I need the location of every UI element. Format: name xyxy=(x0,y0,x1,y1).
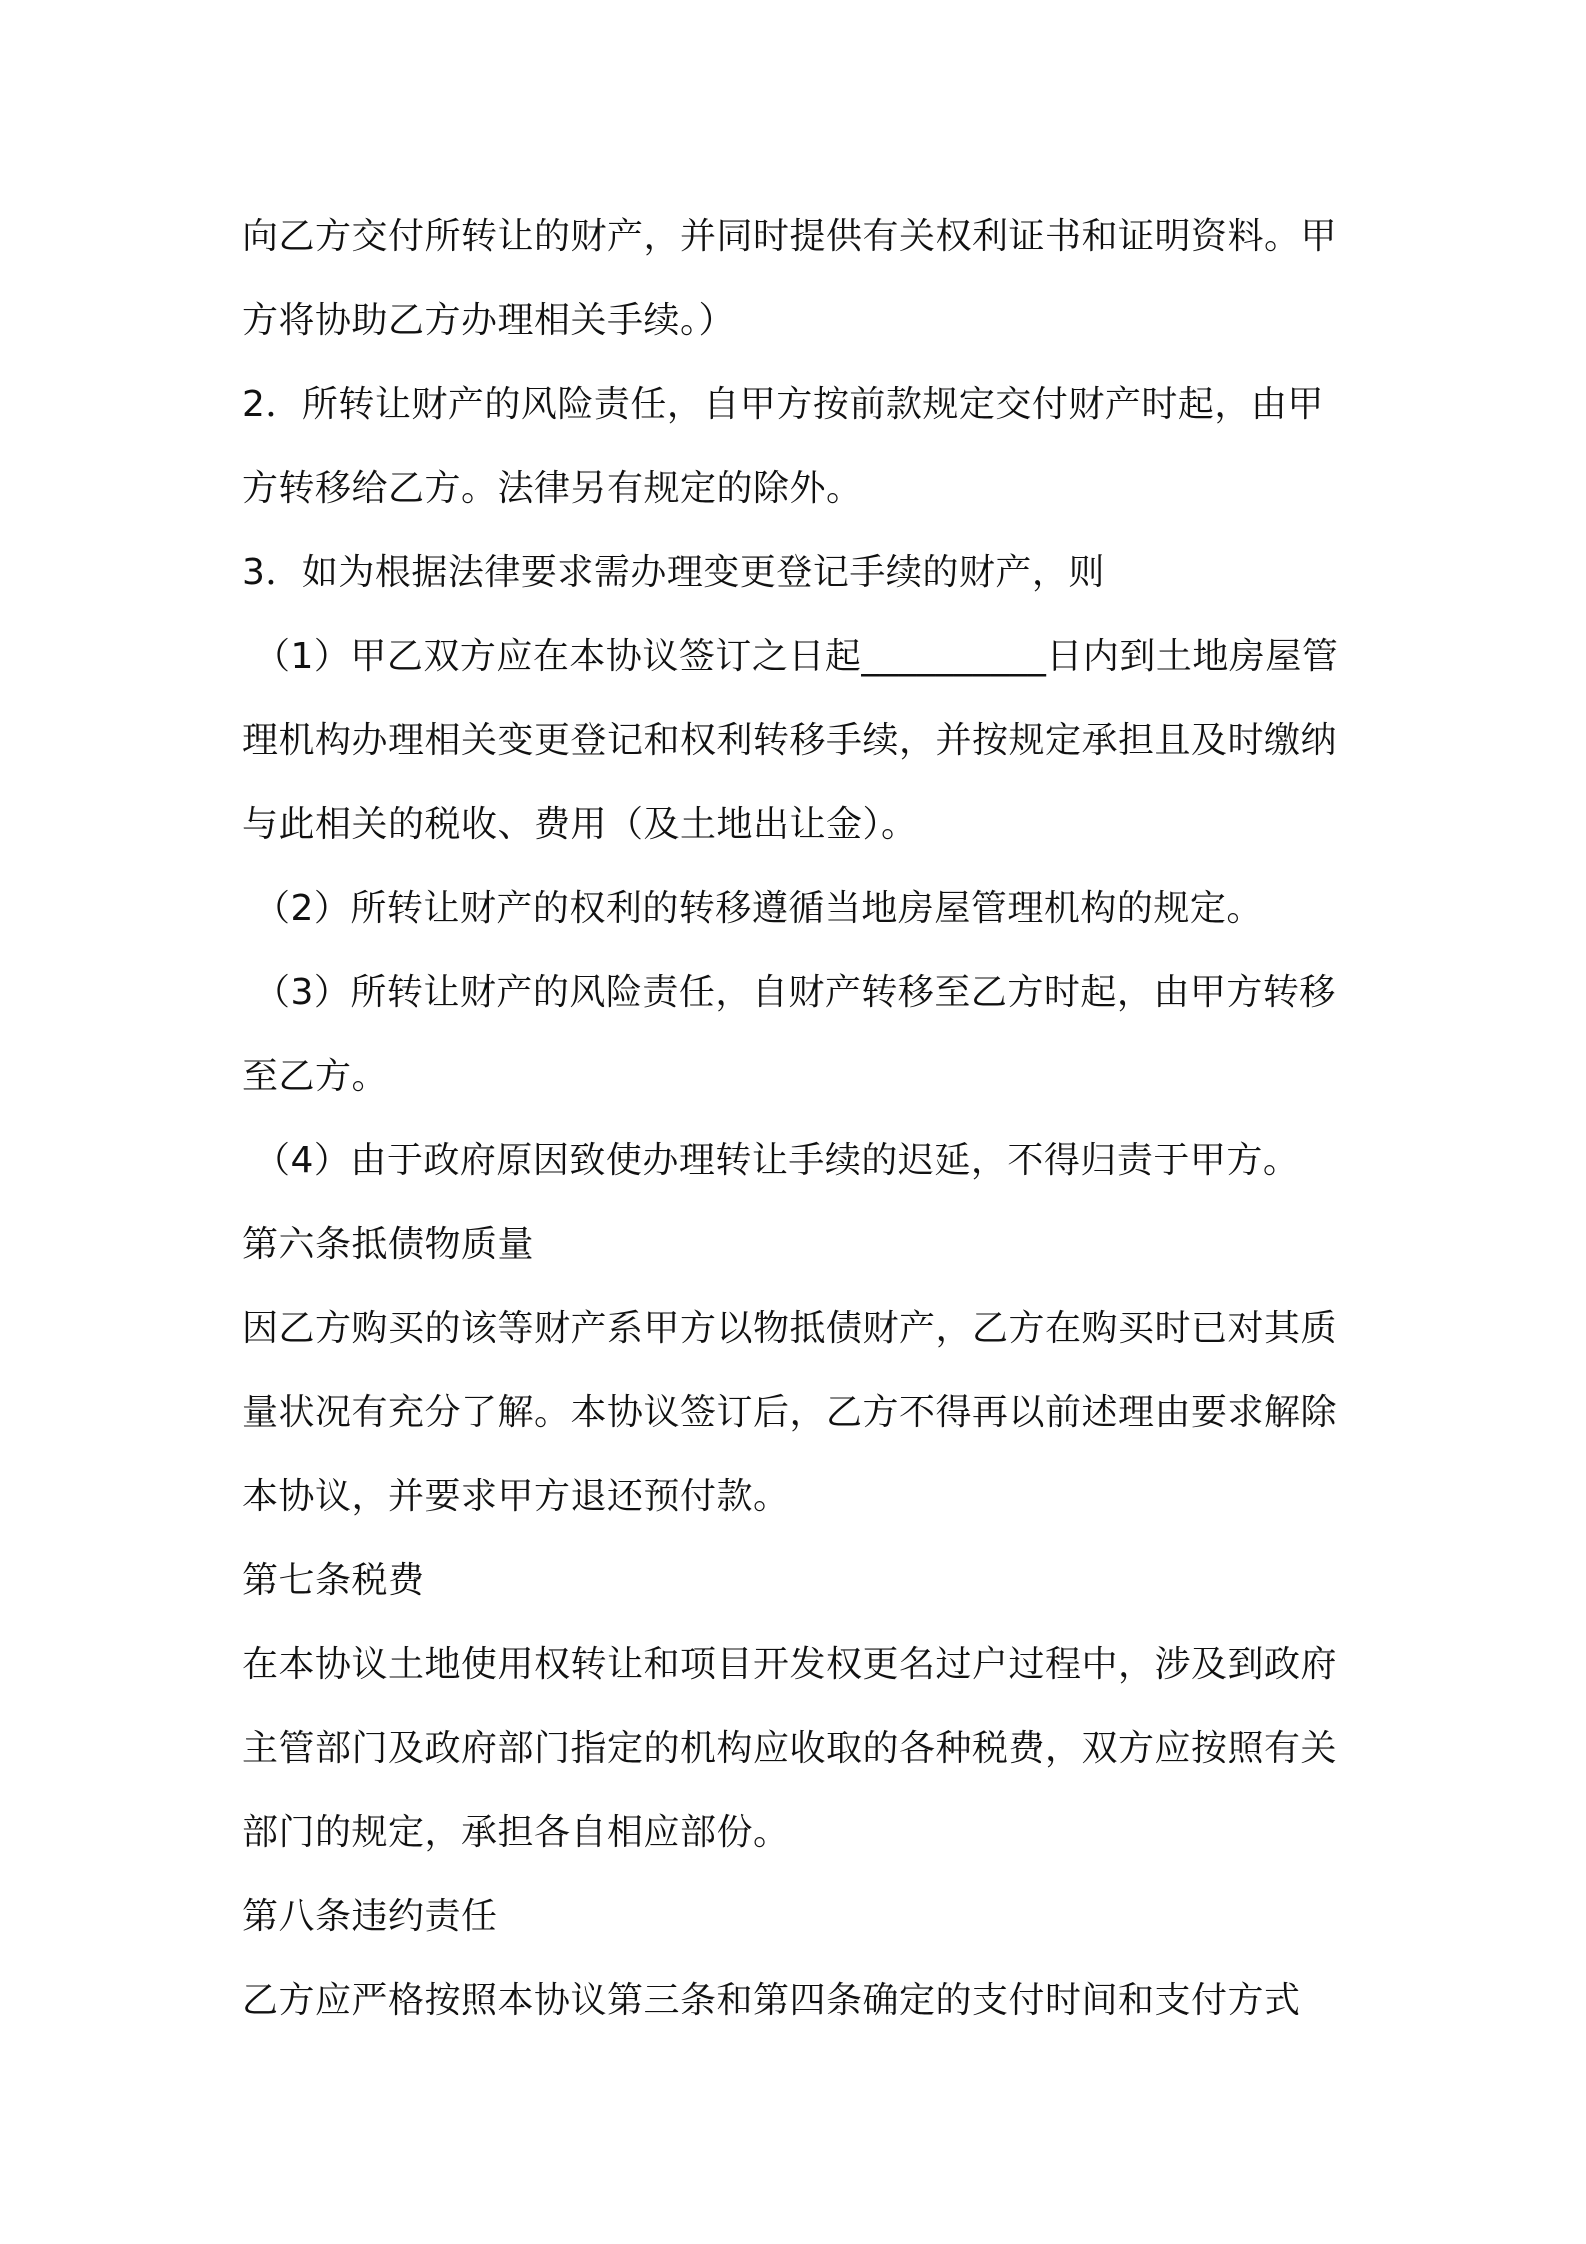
paragraph-line: 本协议，并要求甲方退还预付款。 xyxy=(242,1476,790,1517)
paragraph-line: 理机构办理相关变更登记和权利转移手续，并按规定承担且及时缴纳 xyxy=(242,720,1338,761)
paragraph-line: 因乙方购买的该等财产系甲方以物抵债财产，乙方在购买时已对其质 xyxy=(242,1308,1338,1349)
paragraph-line: 方转移给乙方。法律另有规定的除外。 xyxy=(242,468,863,509)
paragraph-line: 与此相关的税收、费用（及土地出让金）。 xyxy=(242,804,918,845)
sub-item-4: （4）由于政府原因致使办理转让手续的迟延，不得归责于甲方。 xyxy=(254,1140,1300,1181)
paragraph-line: 至乙方。 xyxy=(242,1056,389,1097)
document-body xyxy=(242,195,1362,2043)
paragraph-line: 在本协议土地使用权转让和项目开发权更名过户过程中，涉及到政府 xyxy=(242,1644,1338,1685)
paragraph-line: 量状况有充分了解。本协议签订后，乙方不得再以前述理由要求解除 xyxy=(242,1392,1338,1433)
paragraph-line: 方将协助乙方办理相关手续。） xyxy=(242,300,736,341)
section-heading-article-6: 第六条抵债物质量 xyxy=(242,1224,535,1265)
sub-item-1: （1）甲乙双方应在本协议签订之日起__________日内到土地房屋管 xyxy=(254,636,1339,677)
sub-item-3: （3）所转让财产的风险责任，自财产转移至乙方时起，由甲方转移 xyxy=(254,972,1336,1013)
sub-item-2: （2）所转让财产的权利的转移遵循当地房屋管理机构的规定。 xyxy=(254,888,1263,929)
section-heading-article-8: 第八条违约责任 xyxy=(242,1896,498,1937)
clause-item-3: 3．如为根据法律要求需办理变更登记手续的财产，则 xyxy=(242,552,1105,593)
paragraph-line: 主管部门及政府部门指定的机构应收取的各种税费，双方应按照有关 xyxy=(242,1728,1338,1769)
clause-item-2: 2．所转让财产的风险责任，自甲方按前款规定交付财产时起，由甲 xyxy=(242,384,1324,425)
section-heading-article-7: 第七条税费 xyxy=(242,1560,425,1601)
paragraph-line: 乙方应严格按照本协议第三条和第四条确定的支付时间和支付方式 xyxy=(242,1980,1301,2021)
paragraph-line: 向乙方交付所转让的财产，并同时提供有关权利证书和证明资料。甲 xyxy=(242,216,1338,257)
paragraph-line: 部门的规定，承担各自相应部份。 xyxy=(242,1812,790,1853)
